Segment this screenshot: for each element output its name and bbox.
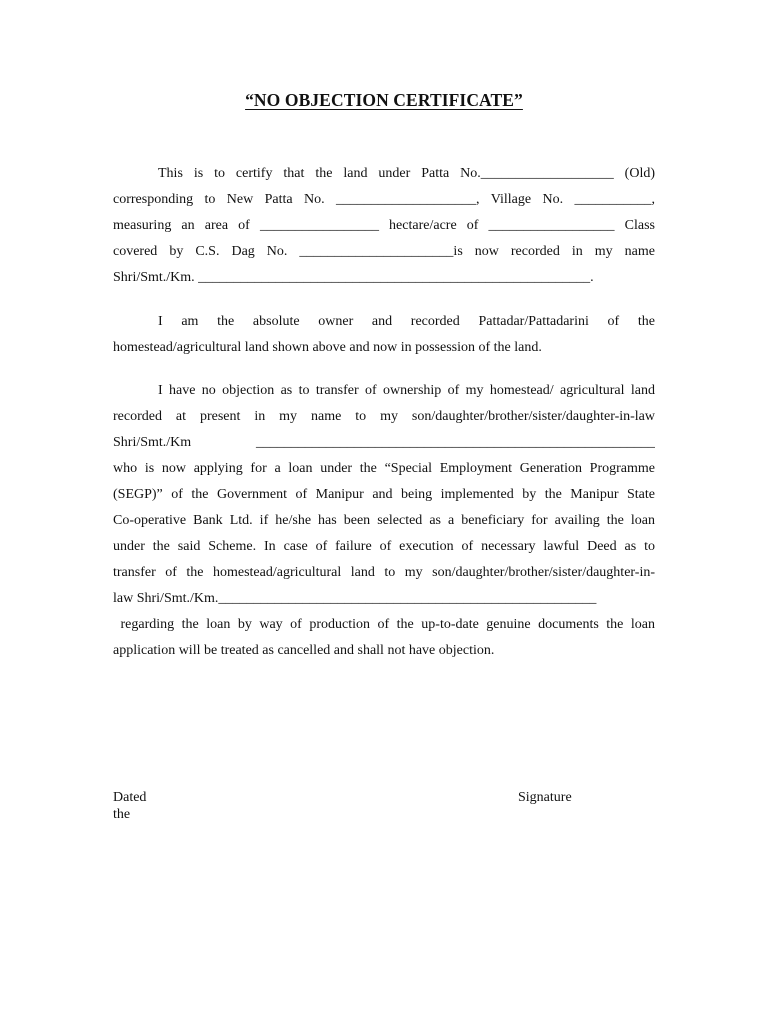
- text-line: law Shri/Smt./Km.______________________________________________________: [113, 591, 597, 606]
- text-line: who is now applying for a loan under the “Special Employment Generation Programme: [113, 461, 655, 476]
- signature-label: Signature: [518, 790, 572, 805]
- dated-block: [113, 789, 146, 823]
- text-line: measuring an area of _________________ hectare/acre of __________________ Class: [113, 218, 655, 233]
- paragraph-certification: [113, 161, 655, 291]
- certificate-title: “NO OBJECTION CERTIFICATE”: [245, 90, 523, 110]
- text-line: I have no objection as to transfer of ownership of my homestead/ agricultural land: [158, 383, 655, 398]
- text-line: transfer of the homestead/agricultural land to my son/daughter/brother/sister/daughter-in-: [113, 565, 655, 580]
- dated-label: Dated: [113, 790, 147, 805]
- page-title: [0, 90, 768, 111]
- text-line: Co-operative Bank Ltd. if he/she has been selected as a beneficiary for availing the loan: [113, 513, 655, 528]
- text-line: This is to certify that the land under Patta No.___________________ (Old): [158, 166, 655, 181]
- text-line: regarding the loan by way of production of the up-to-date genuine documents the loan: [113, 617, 655, 632]
- paragraph-ownership: [113, 309, 655, 361]
- paragraph-no-objection: [113, 378, 655, 664]
- text-line: Shri/Smt./Km. ________________________________________________________.: [113, 270, 594, 285]
- text-line: Shri/Smt./Km _________________________________________________________: [113, 435, 655, 450]
- text-line: application will be treated as cancelled and shall not have objection.: [113, 643, 495, 658]
- text-line: (SEGP)” of the Government of Manipur and being implemented by the Manipur State: [113, 487, 655, 502]
- text-line: covered by C.S. Dag No. ______________________is now recorded in my name: [113, 244, 655, 259]
- dated-the-label: the: [113, 807, 131, 822]
- text-line: I am the absolute owner and recorded Pattadar/Pattadarini of the: [158, 314, 655, 329]
- text-line: recorded at present in my name to my son/daughter/brother/sister/daughter-in-law: [113, 409, 655, 424]
- text-line: corresponding to New Patta No. ____________________, Village No. ___________,: [113, 192, 655, 207]
- text-line: under the said Scheme. In case of failure of execution of necessary lawful Deed as to: [113, 539, 655, 554]
- text-line: homestead/agricultural land shown above and now in possession of the land.: [113, 340, 542, 355]
